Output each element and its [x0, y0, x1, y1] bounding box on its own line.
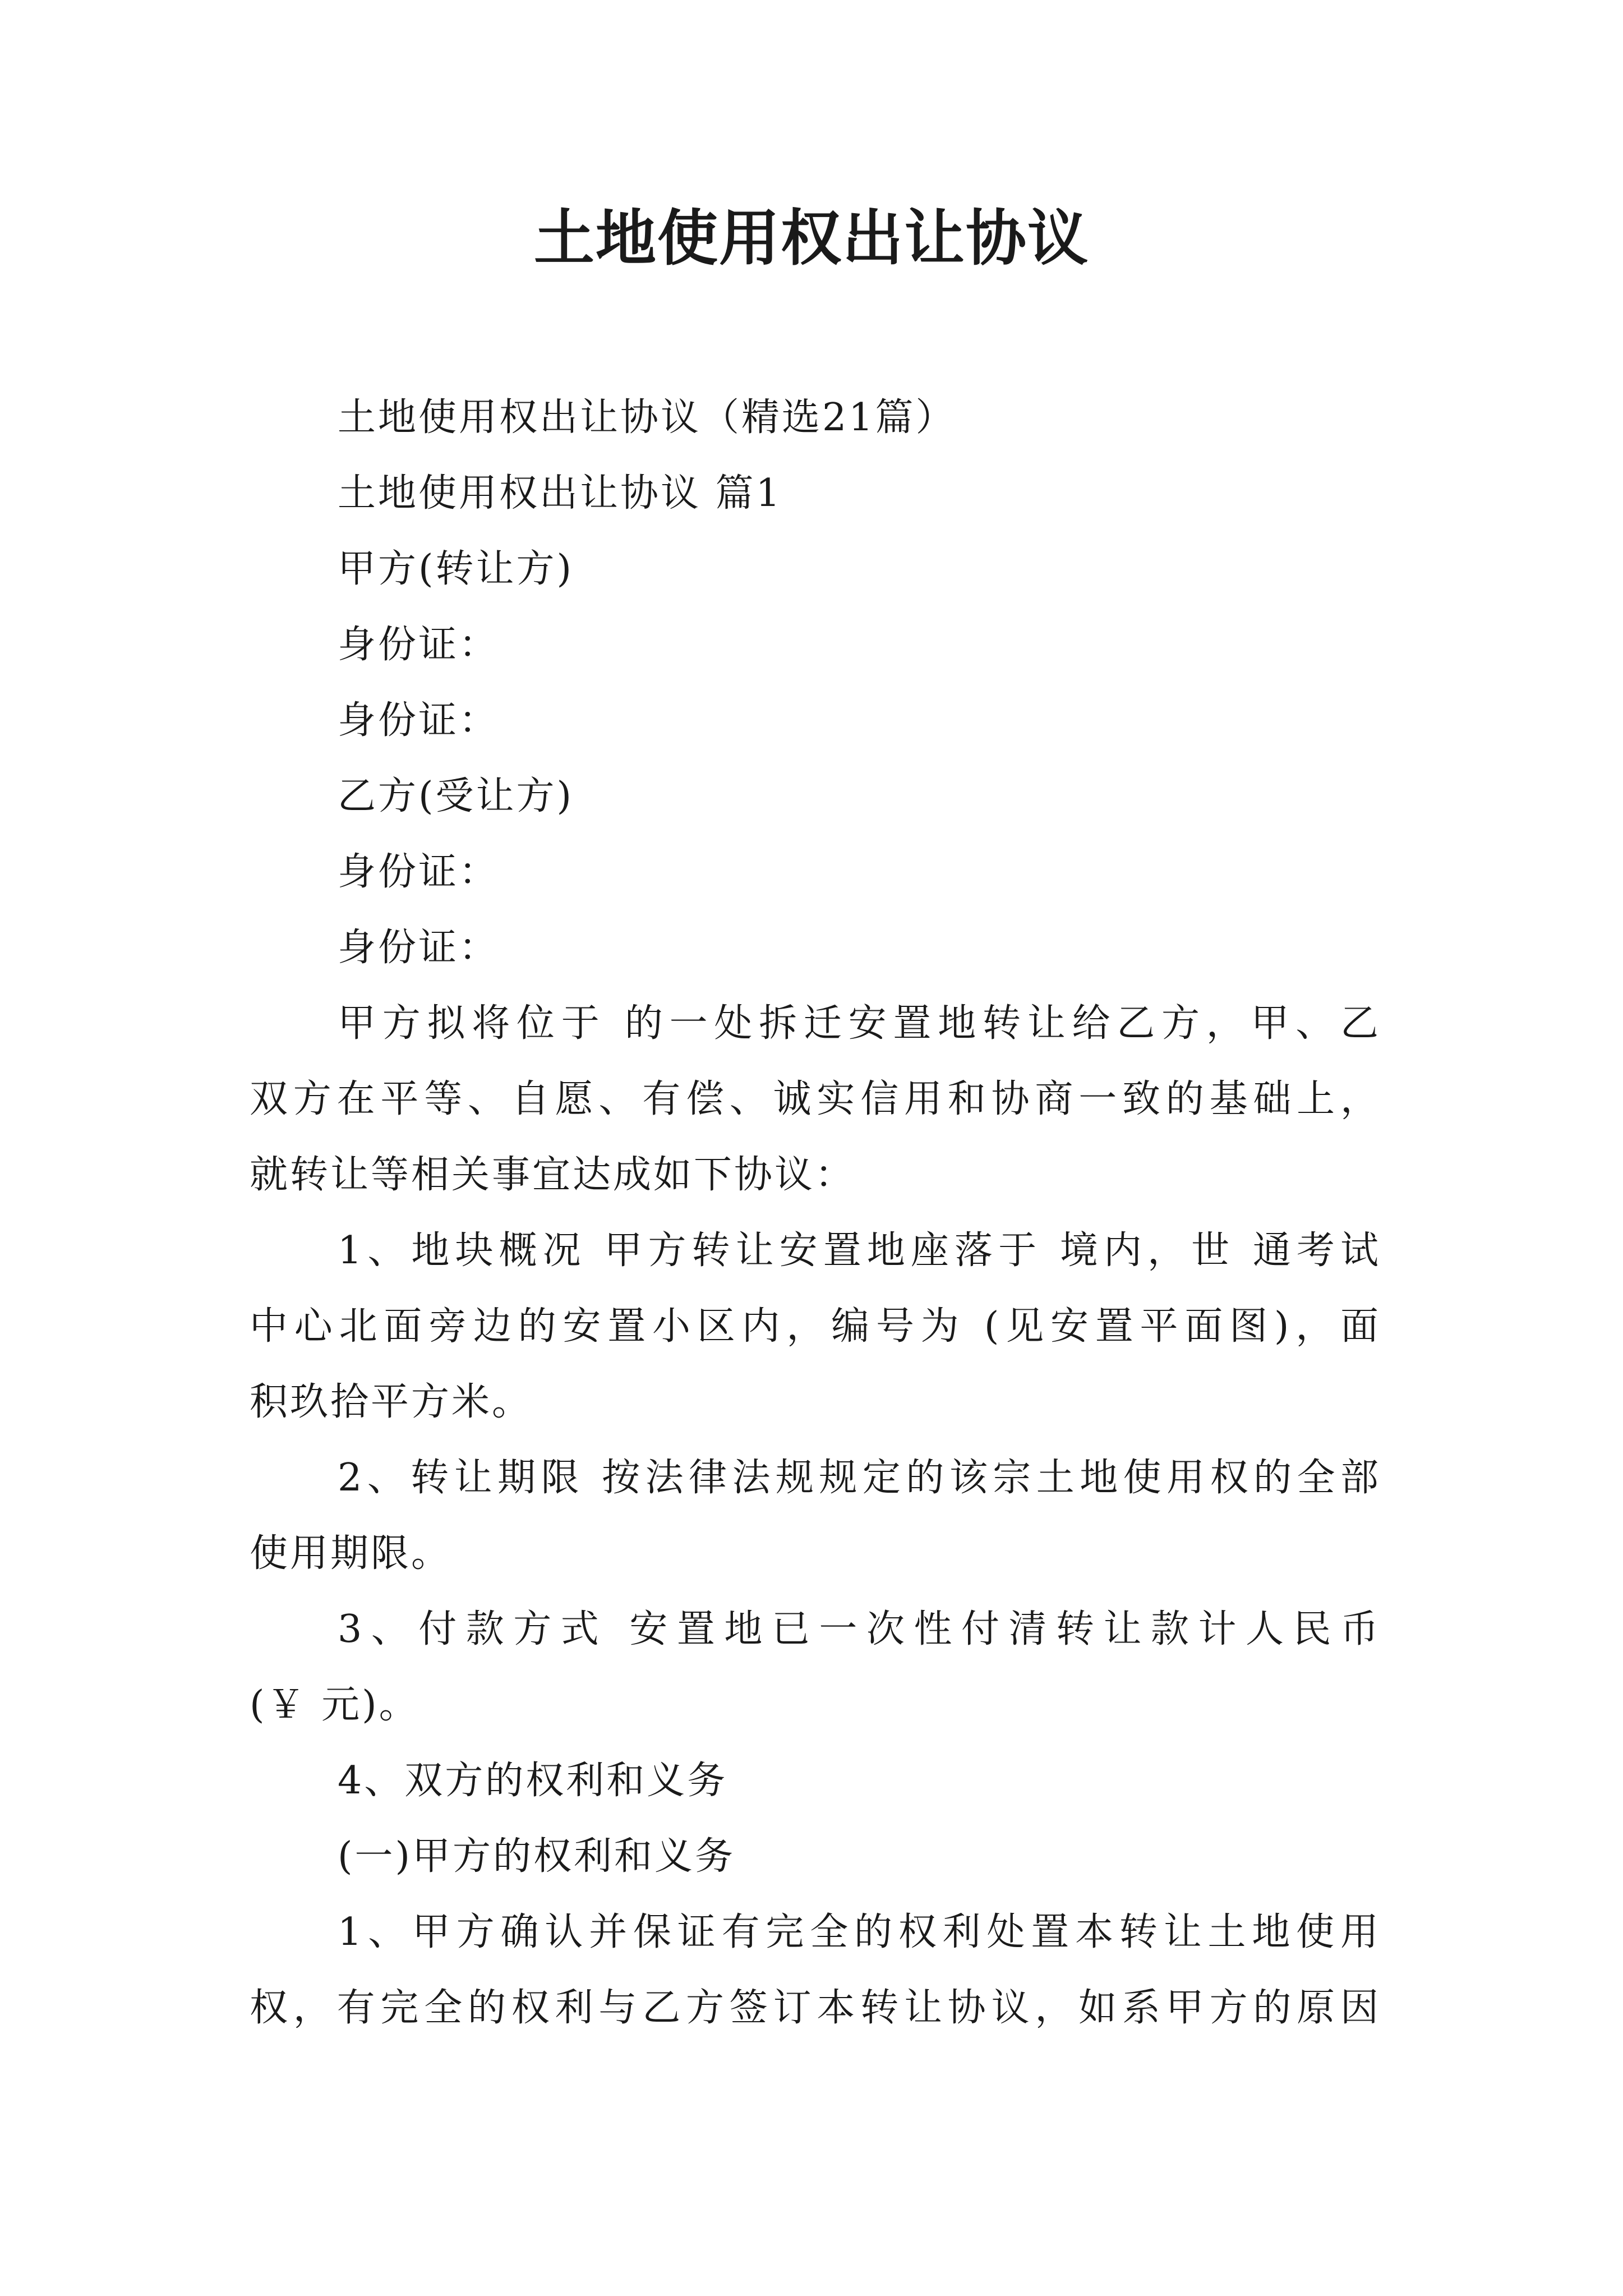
party-a-id-2: 身份证：: [338, 698, 500, 743]
clause-3-line-1: 3、付款方式 安置地已一次性付清转让款计人民币: [338, 1607, 1381, 1651]
party-b-label: 乙方(受让方): [338, 774, 574, 818]
clause-4-1-line-2: 权，有完全的权利与乙方签订本转让协议，如系甲方的原因: [250, 1986, 1381, 2030]
clause-1-line-1: 1、地块概况 甲方转让安置地座落于 境内，世 通考试: [338, 1228, 1381, 1273]
paragraph-intro-line-2: 双方在平等、自愿、有偿、诚实信用和协商一致的基础上，: [250, 1077, 1381, 1121]
clause-2-line-2: 使用期限。: [250, 1531, 452, 1576]
party-b-id-2: 身份证：: [338, 926, 500, 970]
section-heading: 土地使用权出让协议 篇1: [338, 471, 782, 516]
paragraph-intro-line-3: 就转让等相关事宜达成如下协议：: [250, 1153, 856, 1197]
clause-1-line-3: 积玖拾平方米。: [250, 1380, 533, 1424]
clause-4-1-line-1: 1、甲方确认并保证有完全的权利处置本转让土地使用: [338, 1910, 1381, 1954]
clause-2-line-1: 2、转让期限 按法律法规规定的该宗土地使用权的全部: [338, 1456, 1381, 1500]
clause-3-line-2: (￥ 元)。: [250, 1683, 419, 1727]
document-subtitle: 土地使用权出让协议（精选21篇）: [338, 395, 956, 440]
paragraph-intro-line-1: 甲方拟将位于 的一处拆迁安置地转让给乙方，甲、乙: [338, 1001, 1381, 1046]
clause-4-subheading: (一)甲方的权利和义务: [338, 1834, 736, 1879]
party-a-id-1: 身份证：: [338, 623, 500, 667]
clause-1-line-2: 中心北面旁边的安置小区内，编号为 (见安置平面图)，面: [250, 1304, 1381, 1349]
party-b-id-1: 身份证：: [338, 850, 500, 894]
clause-4-heading: 4、双方的权利和义务: [338, 1759, 728, 1803]
document-title: 土地使用权出让协议: [533, 203, 1089, 274]
party-a-label: 甲方(转让方): [338, 547, 574, 591]
